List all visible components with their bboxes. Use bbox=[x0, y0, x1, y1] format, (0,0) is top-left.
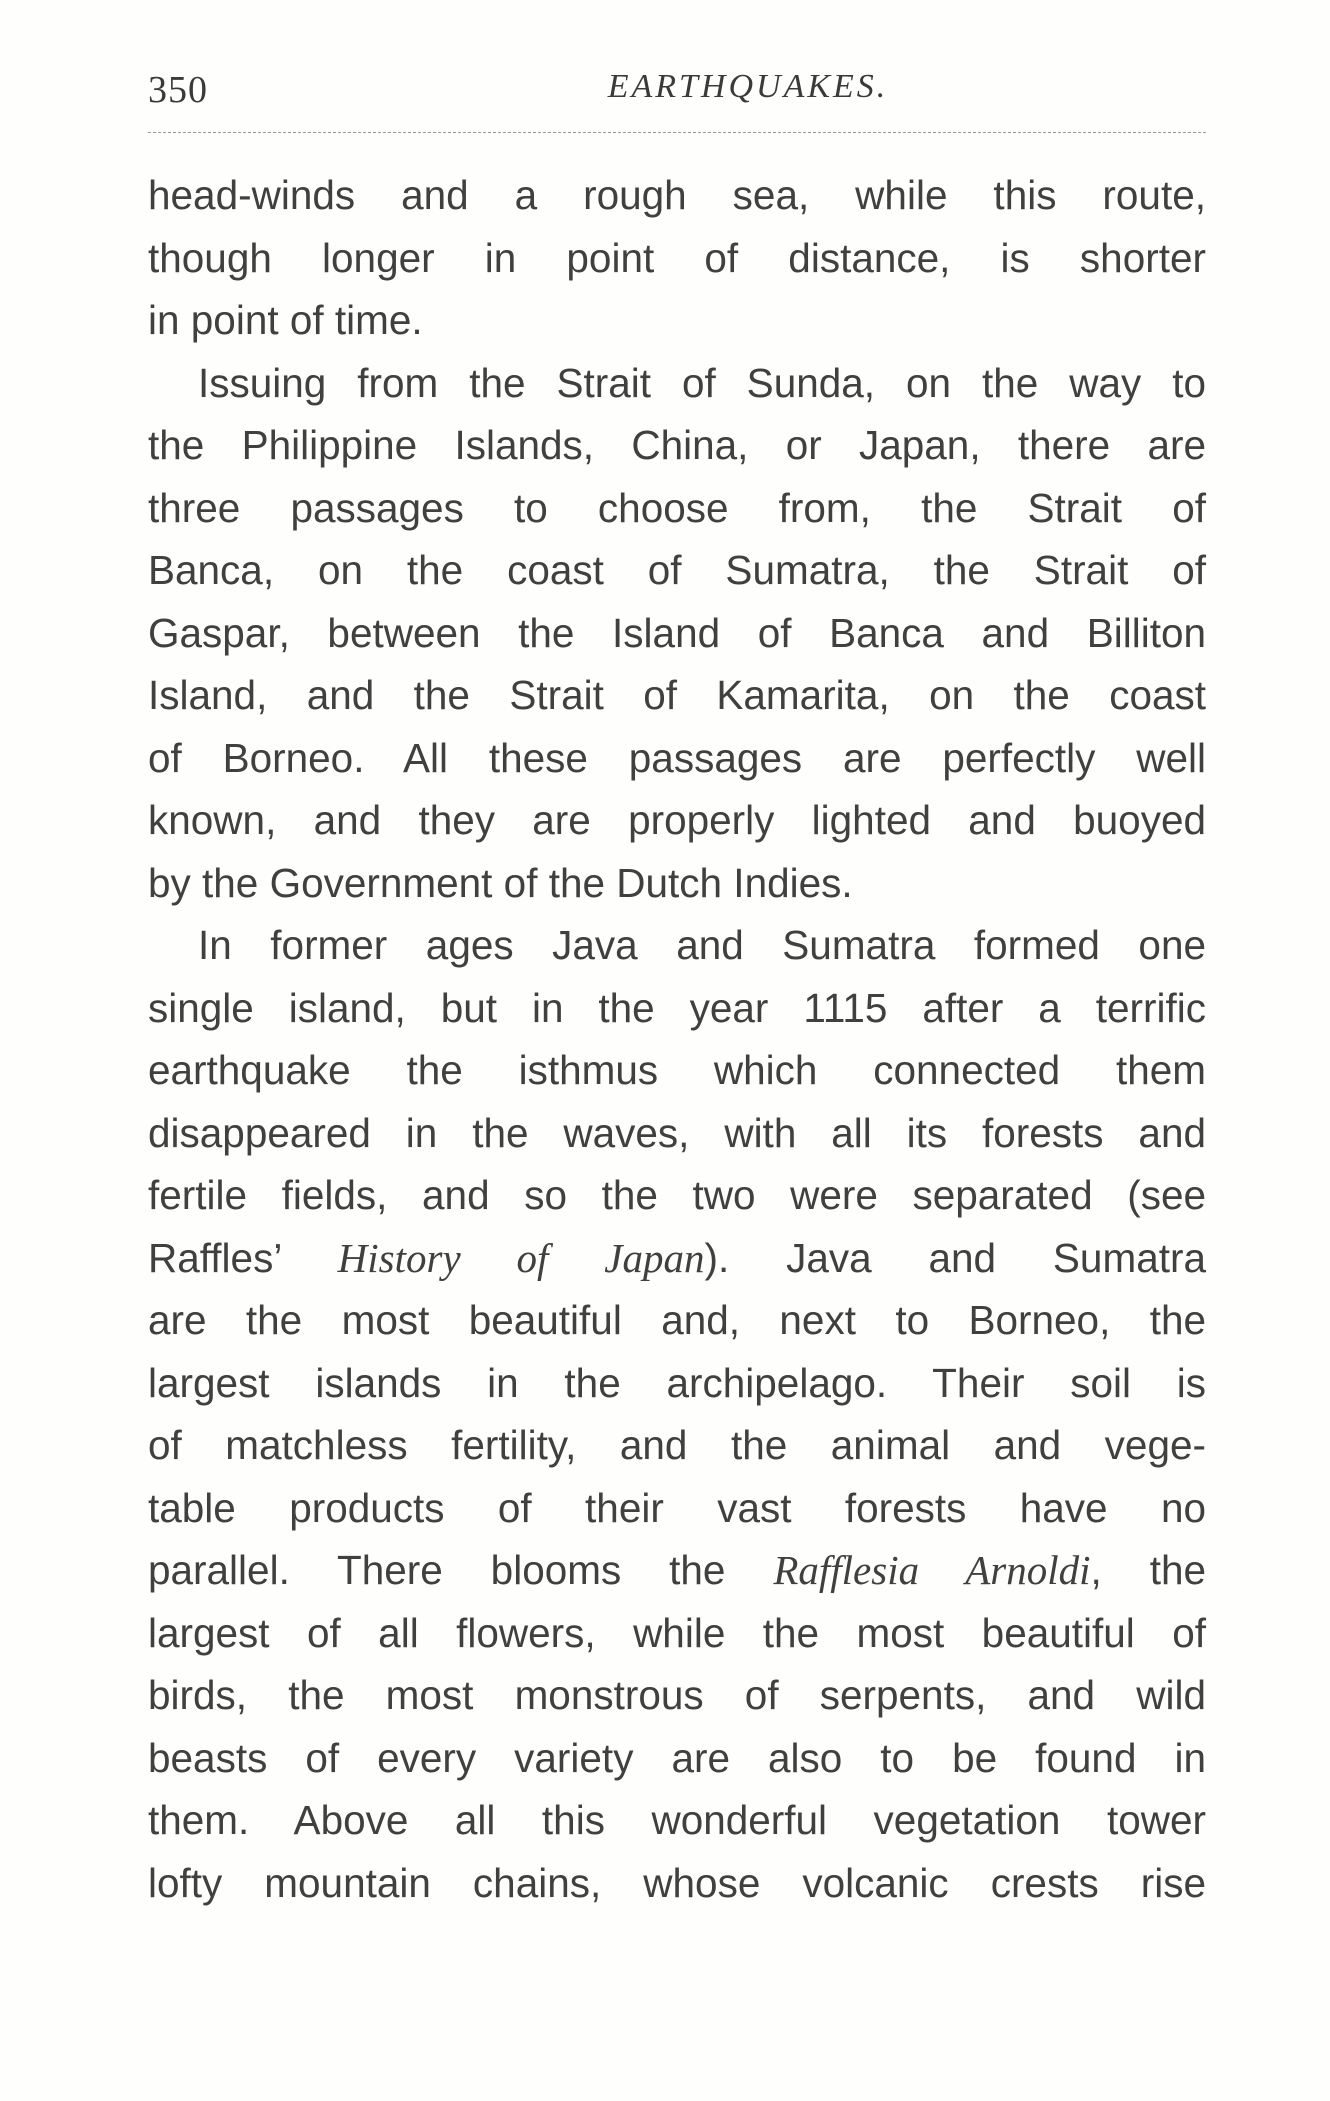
text-line: disappeared in the waves, with all its forests and bbox=[148, 1109, 1206, 1156]
text-line: though longer in point of distance, is shorter bbox=[148, 234, 1206, 281]
species-name-italic: Rafflesia Arnoldi bbox=[773, 1547, 1091, 1593]
text-line: known, and they are properly lighted and buoyed bbox=[148, 797, 1206, 843]
text-line: In former ages Java and Sumatra formed one bbox=[198, 922, 1206, 968]
text-line: single island, but in the year 1115 after a terrific bbox=[148, 984, 1206, 1031]
text-line: Gaspar, between the Island of Banca and Billiton bbox=[148, 609, 1206, 656]
text-line: Issuing from the Strait of Sunda, on the way to bbox=[198, 359, 1206, 406]
running-title: EARTHQUAKES. bbox=[607, 68, 889, 105]
text-line: are the most beautiful and, next to Borneo, the bbox=[148, 1297, 1206, 1343]
text-line: the Philippine Islands, China, or Japan, there are bbox=[148, 422, 1206, 468]
text-run: parallel. There blooms the bbox=[148, 1547, 774, 1593]
body-text bbox=[148, 164, 1206, 1914]
text-line: by the Government of the Dutch Indies. bbox=[148, 859, 853, 906]
book-title-italic: History of Japan bbox=[337, 1234, 705, 1281]
page-number: 350 bbox=[148, 69, 208, 111]
text-line: three passages to choose from, the Strait of bbox=[148, 484, 1206, 531]
text-line: of matchless fertility, and the animal and vege- bbox=[148, 1422, 1206, 1468]
text-line: Island, and the Strait of Kamarita, on the coast bbox=[148, 672, 1206, 718]
text-line: them. Above all this wonderful vegetation tower bbox=[148, 1797, 1206, 1843]
text-line: lofty mountain chains, whose volcanic crests rise bbox=[148, 1859, 1206, 1906]
text-run: Raffles’ bbox=[148, 1234, 338, 1281]
text-line bbox=[148, 1227, 1206, 1290]
text-line: in point of time. bbox=[148, 297, 423, 343]
text-run: , the bbox=[1090, 1547, 1206, 1593]
text-run: ). Java and Sumatra bbox=[704, 1234, 1206, 1281]
text-line bbox=[148, 1539, 1206, 1602]
text-line: earthquake the isthmus which connected them bbox=[148, 1047, 1206, 1093]
text-line: beasts of every variety are also to be found in bbox=[148, 1734, 1206, 1781]
text-line: head-winds and a rough sea, while this route, bbox=[148, 172, 1206, 218]
text-line: largest islands in the archipelago. Their soil is bbox=[148, 1359, 1206, 1406]
text-line: birds, the most monstrous of serpents, and wild bbox=[148, 1672, 1206, 1718]
text-line: of Borneo. All these passages are perfectly well bbox=[148, 734, 1206, 781]
text-line: Banca, on the coast of Sumatra, the Strait of bbox=[148, 547, 1206, 593]
running-head bbox=[148, 62, 1206, 122]
text-line: fertile fields, and so the two were separated (see bbox=[148, 1172, 1206, 1218]
header-rule bbox=[148, 132, 1206, 133]
text-line: table products of their vast forests have no bbox=[148, 1484, 1206, 1531]
text-line: largest of all flowers, while the most beautiful of bbox=[148, 1609, 1206, 1656]
